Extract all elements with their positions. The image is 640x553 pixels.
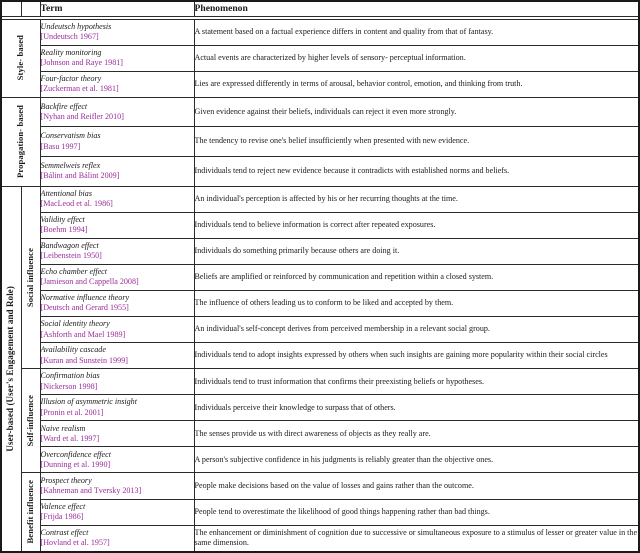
- term-cell: [40, 317, 194, 343]
- term-citation: [Johnson and Raye 1981]: [40, 58, 123, 68]
- supercategory-label-user-based: [1, 186, 21, 552]
- term-citation: [Bálint and Bálint 2009]: [40, 171, 120, 181]
- phenomenon-text: An individual's perception is affected by his or her recurring thoughts at the time.: [194, 193, 458, 203]
- term-name: Conservatism bias: [40, 131, 101, 141]
- term-cell: [40, 264, 194, 290]
- term-cell: [40, 71, 194, 97]
- subcategory-label-text: Benefit influence: [25, 480, 35, 544]
- phenomenon-text: Individuals tend to reject new evidence because it contradicts with established norms and beliefs.: [194, 166, 510, 176]
- phenomenon-cell: [194, 317, 639, 343]
- term-cell: [40, 45, 194, 71]
- term-name: Prospect theory: [40, 475, 92, 485]
- term-cell: [40, 447, 194, 473]
- subcategory-label-text: Social influence: [25, 247, 35, 307]
- term-cell: [40, 421, 194, 447]
- phenomenon-text: The influence of others leading us to conform to be liked and accepted by them.: [194, 298, 454, 308]
- subcategory-label-2: [21, 473, 40, 552]
- term-citation: [MacLeod et al. 1986]: [40, 199, 113, 209]
- term-citation: [Boehm 1994]: [40, 225, 88, 235]
- term-name: Normative influence theory: [40, 293, 130, 303]
- term-cell: [40, 212, 194, 238]
- table-row: [1, 317, 639, 343]
- phenomenon-text: Individuals perceive their knowledge to surpass that of others.: [194, 402, 396, 412]
- phenomenon-text: A statement based on a factual experience differs in content and quality from that of fantasy.: [194, 26, 494, 36]
- phenomenon-cell: [194, 473, 639, 499]
- header-term: Term: [40, 1, 194, 16]
- term-citation: [Kahneman and Tversky 2013]: [40, 486, 142, 496]
- subcategory-label-text: Self-influence: [25, 395, 35, 447]
- phenomenon-cell: [194, 45, 639, 71]
- phenomenon-text: Beliefs are amplified or reinforced by communication and repetition within a closed system.: [194, 272, 494, 282]
- term-name: Validity effect: [40, 214, 85, 224]
- table-row: [1, 127, 639, 157]
- term-name: Overconfidence effect: [40, 449, 111, 459]
- phenomenon-text: The senses provide us with direct awareness of objects as they really are.: [194, 428, 431, 438]
- header-phenomenon: Phenomenon: [194, 1, 639, 16]
- term-cell: [40, 473, 194, 499]
- subcategory-label-0: [21, 186, 40, 369]
- subcategory-label-1: [21, 369, 40, 473]
- term-cell: [40, 238, 194, 264]
- term-citation: [Ashforth and Mael 1989]: [40, 329, 126, 339]
- term-citation: [Frijda 1986]: [40, 512, 84, 522]
- phenomenon-text: The tendency to revise one's belief insufficiently when presented with new evidence.: [194, 136, 470, 146]
- category-label-1: [1, 97, 40, 186]
- phenomenon-cell: [194, 127, 639, 157]
- term-citation: [Ward et al. 1997]: [40, 433, 100, 443]
- category-label-text: Propagation- based: [15, 105, 26, 179]
- term-name: Illusion of asymmetric insight: [40, 397, 137, 407]
- phenomenon-cell: [194, 71, 639, 97]
- phenomenon-text: Lies are expressed differently in terms of arousal, behavior control, emotion, and thinking from truth.: [194, 79, 523, 89]
- phenomenon-text: A person's subjective confidence in his judgments is reliably greater than the objective ones.: [194, 454, 494, 464]
- table-row: [1, 264, 639, 290]
- phenomenon-text: Given evidence against their beliefs, individuals can reject it even more strongly.: [194, 106, 457, 116]
- table-row: [1, 447, 639, 473]
- category-label-0: [1, 19, 40, 97]
- table-row: [1, 499, 639, 525]
- term-name: Social identity theory: [40, 319, 110, 329]
- phenomenon-cell: [194, 264, 639, 290]
- phenomenon-cell: [194, 212, 639, 238]
- term-cell: [40, 525, 194, 552]
- term-cell: [40, 343, 194, 369]
- table-row: [1, 343, 639, 369]
- term-name: Confirmation bias: [40, 371, 100, 381]
- term-cell: [40, 290, 194, 316]
- term-citation: [Deutsch and Gerard 1955]: [40, 303, 129, 313]
- term-citation: [Basu 1997]: [40, 141, 81, 151]
- phenomenon-text: The enhancement or diminishment of cognition due to successive or simultaneous exposure to a stimulus of lesser or greater value in the same dimension.: [194, 527, 638, 548]
- term-citation: [Leibenstein 1950]: [40, 251, 102, 261]
- table-row: [1, 395, 639, 421]
- table-row: [1, 71, 639, 97]
- term-name: Bandwagon effect: [40, 240, 99, 250]
- phenomenon-cell: [194, 19, 639, 45]
- table-row: [1, 156, 639, 186]
- phenomenon-text: Individuals do something primarily because others are doing it.: [194, 246, 400, 256]
- term-citation: [Kuran and Sunstein 1999]: [40, 355, 128, 365]
- phenomenon-cell: [194, 238, 639, 264]
- term-name: Naive realism: [40, 423, 86, 433]
- category-label-text: Style- based: [15, 35, 26, 81]
- table-row: [1, 473, 639, 499]
- term-citation: [Dunning et al. 1990]: [40, 459, 111, 469]
- term-citation: [Undeutsch 1967]: [40, 32, 99, 42]
- phenomenon-cell: [194, 525, 639, 552]
- phenomenon-cell: [194, 343, 639, 369]
- phenomenon-text: Individuals tend to believe information is correct after repeated exposures.: [194, 220, 436, 230]
- term-citation: [Hovland et al. 1957]: [40, 538, 110, 548]
- supercategory-label-text: User-based (User's Engagement and Role): [5, 286, 16, 452]
- phenomenon-text: People make decisions based on the value of losses and gains rather than the outcome.: [194, 480, 474, 490]
- table-row: [1, 186, 639, 212]
- term-name: Echo chamber effect: [40, 267, 108, 277]
- table-row: [1, 238, 639, 264]
- term-name: Semmelweis reflex: [40, 160, 101, 170]
- table-header-row: [1, 1, 639, 16]
- term-cell: [40, 395, 194, 421]
- term-name: Contrast effect: [40, 527, 89, 537]
- table-row: [1, 212, 639, 238]
- term-name: Four-factor theory: [40, 73, 102, 83]
- term-name: Undeutsch hypothesis: [40, 21, 112, 31]
- table-row: [1, 290, 639, 316]
- phenomenon-text: Individuals tend to adopt insights expressed by others when such insights are gaining more popularity within their social circles: [194, 350, 608, 360]
- term-name: Reality monitoring: [40, 47, 102, 57]
- term-cell: [40, 499, 194, 525]
- table-row: [1, 97, 639, 127]
- table-row: [1, 369, 639, 395]
- term-cell: [40, 127, 194, 157]
- phenomenon-cell: [194, 97, 639, 127]
- term-name: Valence effect: [40, 501, 86, 511]
- table-row: [1, 45, 639, 71]
- phenomenon-cell: [194, 156, 639, 186]
- phenomenon-text: Individuals tend to trust information that confirms their preexisting beliefs or hypotheses.: [194, 376, 485, 386]
- table-row: [1, 525, 639, 552]
- term-name: Backfire effect: [40, 101, 88, 111]
- term-citation: [Jamieson and Cappella 2008]: [40, 277, 139, 287]
- phenomenon-cell: [194, 186, 639, 212]
- table-row: [1, 19, 639, 45]
- term-cell: [40, 156, 194, 186]
- term-cell: [40, 186, 194, 212]
- phenomenon-cell: [194, 290, 639, 316]
- term-cell: [40, 19, 194, 45]
- header-blank-1: [1, 1, 21, 16]
- phenomenon-text: An individual's self-concept derives from perceived membership in a relevant social group.: [194, 324, 490, 334]
- phenomenon-cell: [194, 369, 639, 395]
- phenomenon-cell: [194, 447, 639, 473]
- term-cell: [40, 97, 194, 127]
- term-citation: [Nickerson 1998]: [40, 381, 98, 391]
- term-name: Attentional bias: [40, 188, 92, 198]
- phenomenon-cell: [194, 499, 639, 525]
- table-row: [1, 421, 639, 447]
- phenomenon-text: Actual events are characterized by higher levels of sensory- perceptual information.: [194, 52, 466, 62]
- term-citation: [Zuckerman et al. 1981]: [40, 84, 119, 94]
- term-cell: [40, 369, 194, 395]
- phenomenon-cell: [194, 395, 639, 421]
- term-citation: [Nyhan and Reifler 2010]: [40, 112, 124, 122]
- phenomenon-cell: [194, 421, 639, 447]
- term-citation: [Pronin et al. 2001]: [40, 407, 104, 417]
- term-name: Availability cascade: [40, 345, 106, 355]
- header-blank-2: [21, 1, 40, 16]
- phenomenon-text: People tend to overestimate the likelihood of good things happening rather than bad things.: [194, 506, 490, 516]
